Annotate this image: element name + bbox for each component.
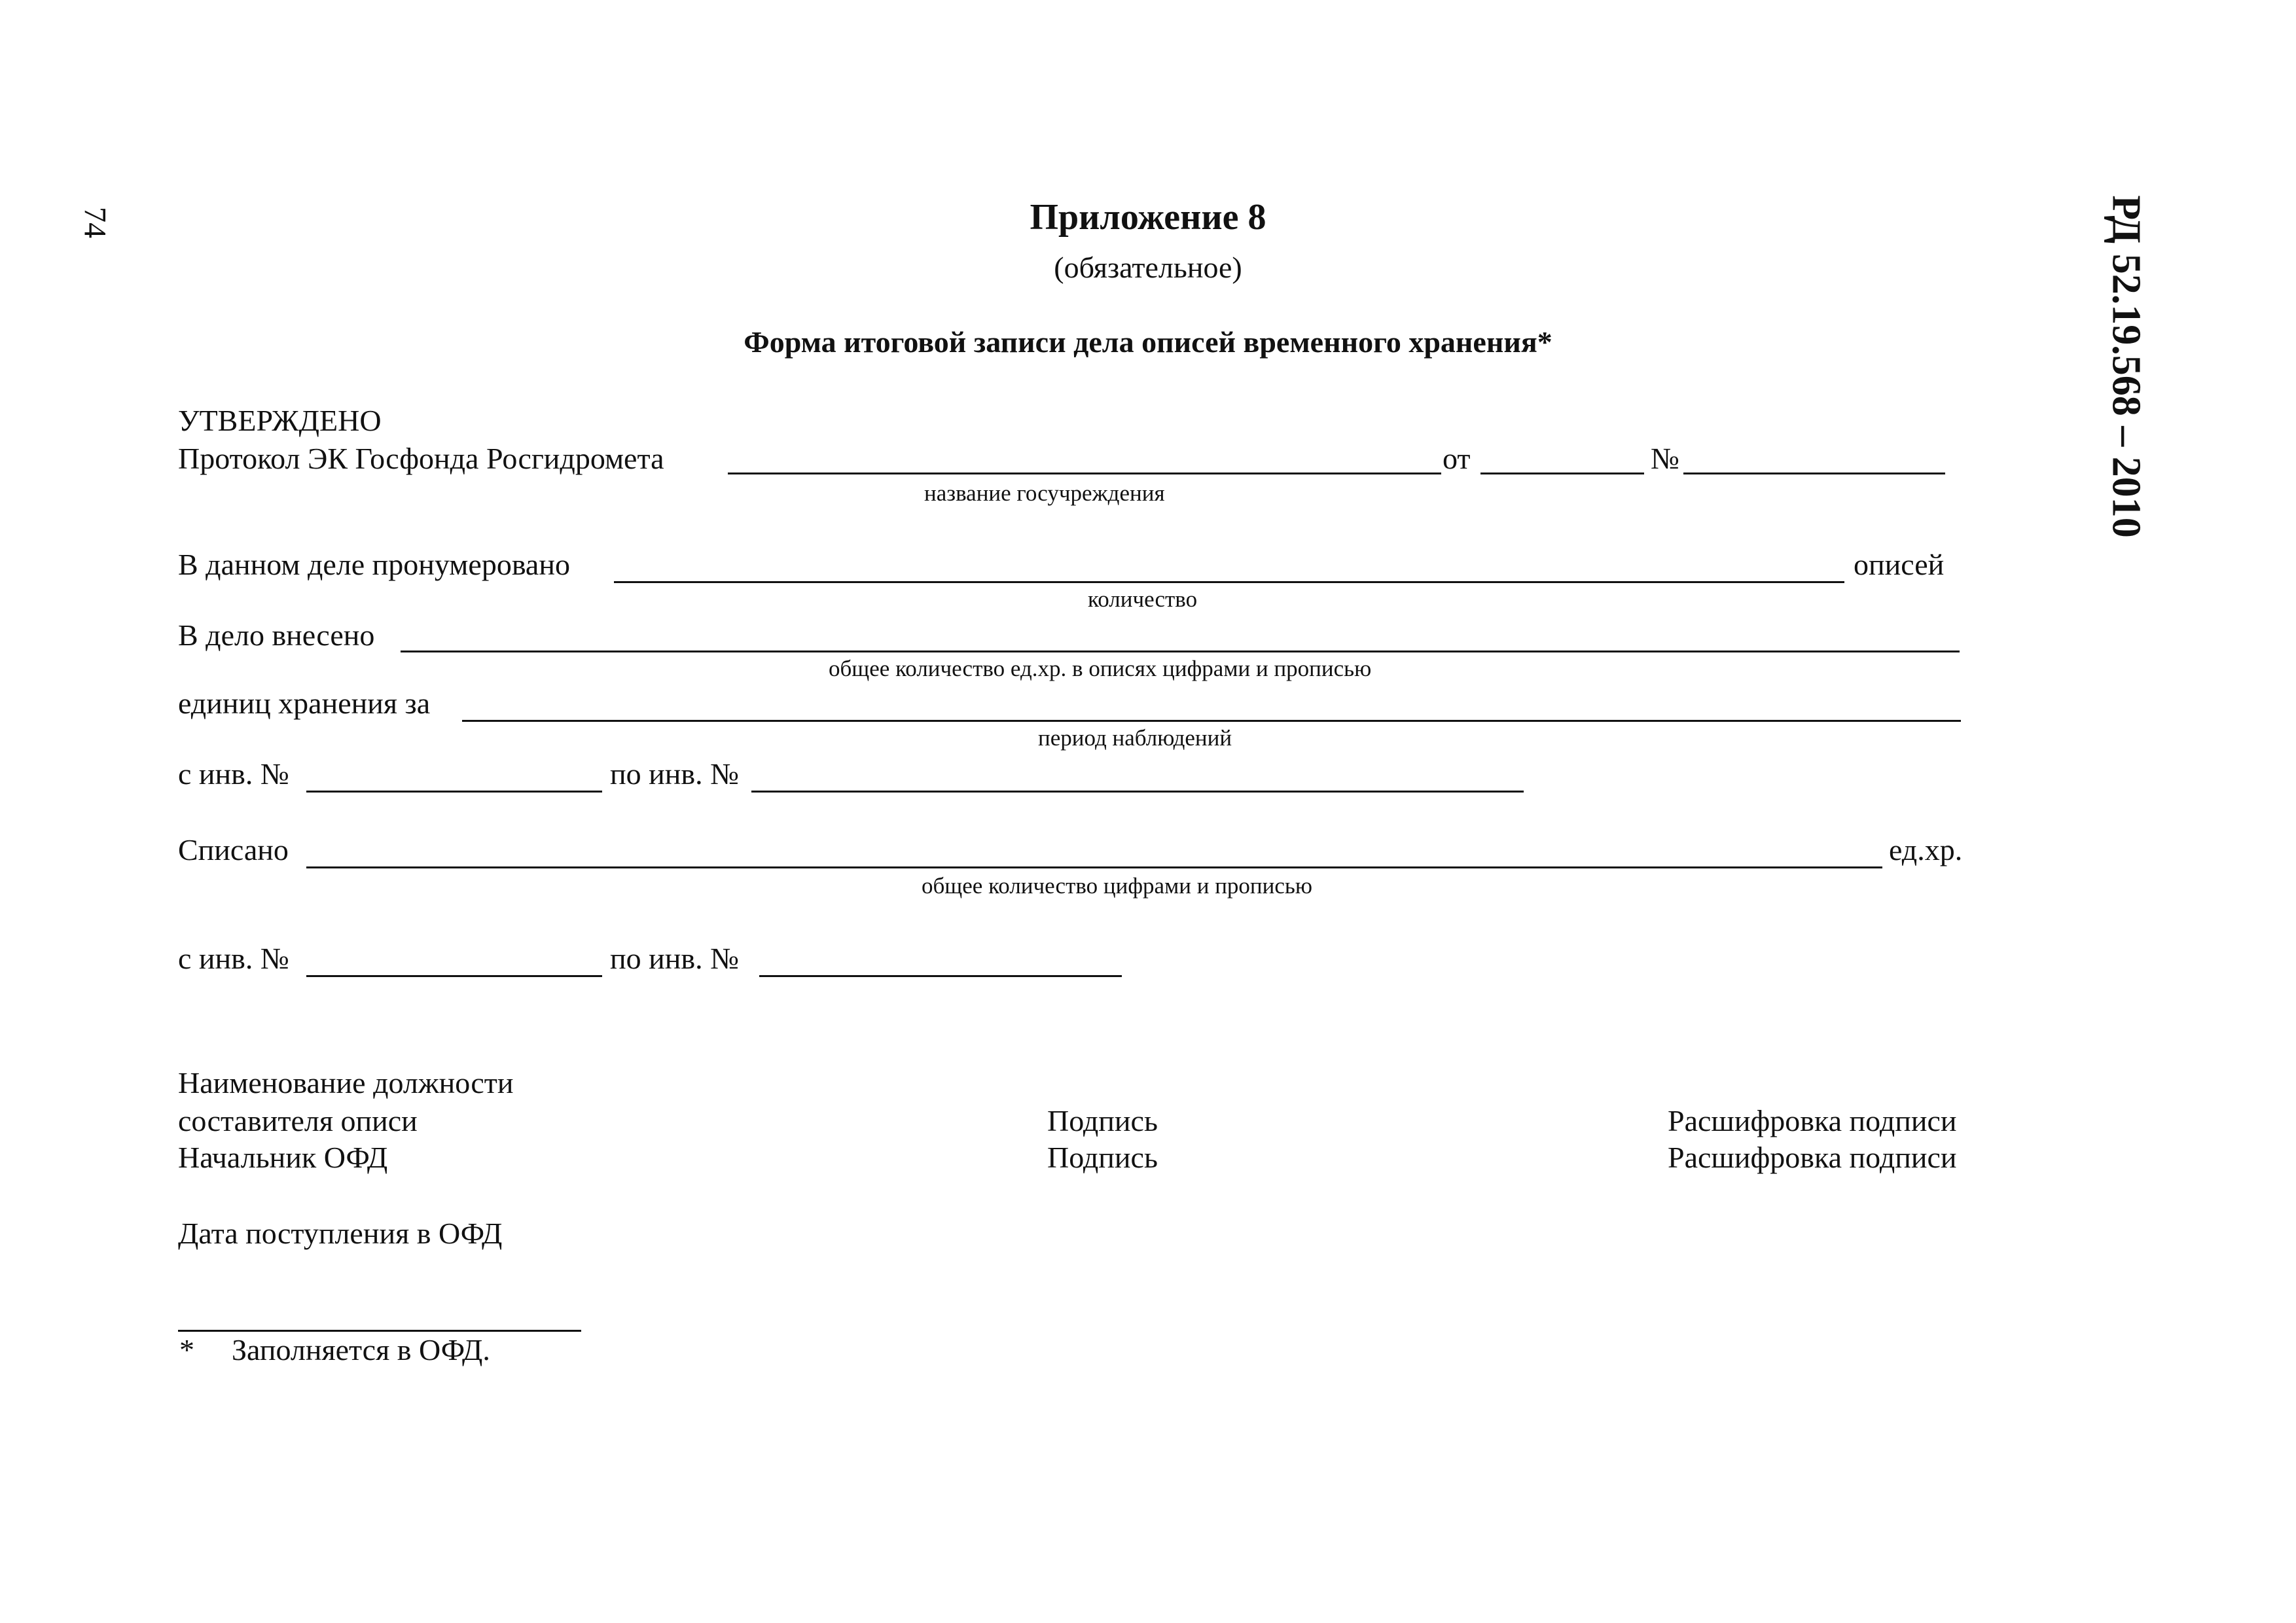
- head-signature-decoding-label: Расшифровка подписи: [1668, 1141, 1957, 1174]
- observation-period-field[interactable]: [462, 720, 1961, 722]
- footnote-separator: [178, 1330, 581, 1332]
- inv-to-label-1: по инв. №: [610, 757, 739, 791]
- inv-to-label-2: по инв. №: [610, 942, 739, 975]
- page-number: 74: [77, 207, 113, 238]
- inv-from-label-1: с инв. №: [178, 757, 289, 791]
- appendix-subtitle: (обязательное): [1054, 251, 1242, 284]
- receipt-date-label: Дата поступления в ОФД: [178, 1217, 503, 1250]
- protocol-date-field[interactable]: [1480, 473, 1644, 474]
- document-code: РД 52.19.568 – 2010: [2104, 195, 2149, 538]
- numbered-caption: количество: [1088, 586, 1198, 612]
- position-title-line1: Наименование должности: [178, 1066, 514, 1099]
- numbered-suffix: описей: [1854, 548, 1945, 581]
- position-title-line2: составителя описи: [178, 1104, 418, 1137]
- head-signature-label: Подпись: [1047, 1141, 1158, 1174]
- entered-count-field[interactable]: [401, 651, 1960, 652]
- written-off-label: Списано: [178, 833, 289, 866]
- institution-name-field[interactable]: [728, 473, 1441, 474]
- from-label: от: [1443, 442, 1471, 475]
- institution-caption: название госучреждения: [924, 480, 1165, 506]
- compiler-signature-label: Подпись: [1047, 1104, 1158, 1137]
- entered-label: В дело внесено: [178, 618, 375, 652]
- inv-from-label-2: с инв. №: [178, 942, 289, 975]
- inv-to-field-2[interactable]: [759, 975, 1122, 977]
- head-ofd-label: Начальник ОФД: [178, 1141, 388, 1174]
- inv-from-field-1[interactable]: [306, 791, 602, 793]
- protocol-number-field[interactable]: [1683, 473, 1945, 474]
- footnote-marker: *: [179, 1333, 194, 1366]
- written-off-suffix: ед.хр.: [1889, 833, 1963, 866]
- appendix-title: Приложение 8: [1030, 197, 1266, 238]
- approved-label: УТВЕРЖДЕНО: [178, 404, 382, 437]
- protocol-label: Протокол ЭК Госфонда Росгидромета: [178, 442, 664, 475]
- entered-caption: общее количество ед.хр. в описях цифрами и прописью: [829, 656, 1372, 681]
- inv-from-field-2[interactable]: [306, 975, 602, 977]
- storage-label: единиц хранения за: [178, 687, 431, 720]
- form-title: Форма итоговой записи дела описей временного хранения*: [744, 325, 1552, 359]
- numbered-count-field[interactable]: [614, 581, 1844, 583]
- inv-to-field-1[interactable]: [751, 791, 1524, 793]
- numbered-label: В данном деле пронумеровано: [178, 548, 570, 581]
- number-label: №: [1651, 442, 1679, 475]
- storage-caption: период наблюдений: [1038, 725, 1232, 751]
- compiler-signature-decoding-label: Расшифровка подписи: [1668, 1104, 1957, 1137]
- written-off-caption: общее количество цифрами и прописью: [922, 873, 1313, 899]
- written-off-count-field[interactable]: [306, 866, 1882, 868]
- footnote-text: Заполняется в ОФД.: [232, 1333, 490, 1366]
